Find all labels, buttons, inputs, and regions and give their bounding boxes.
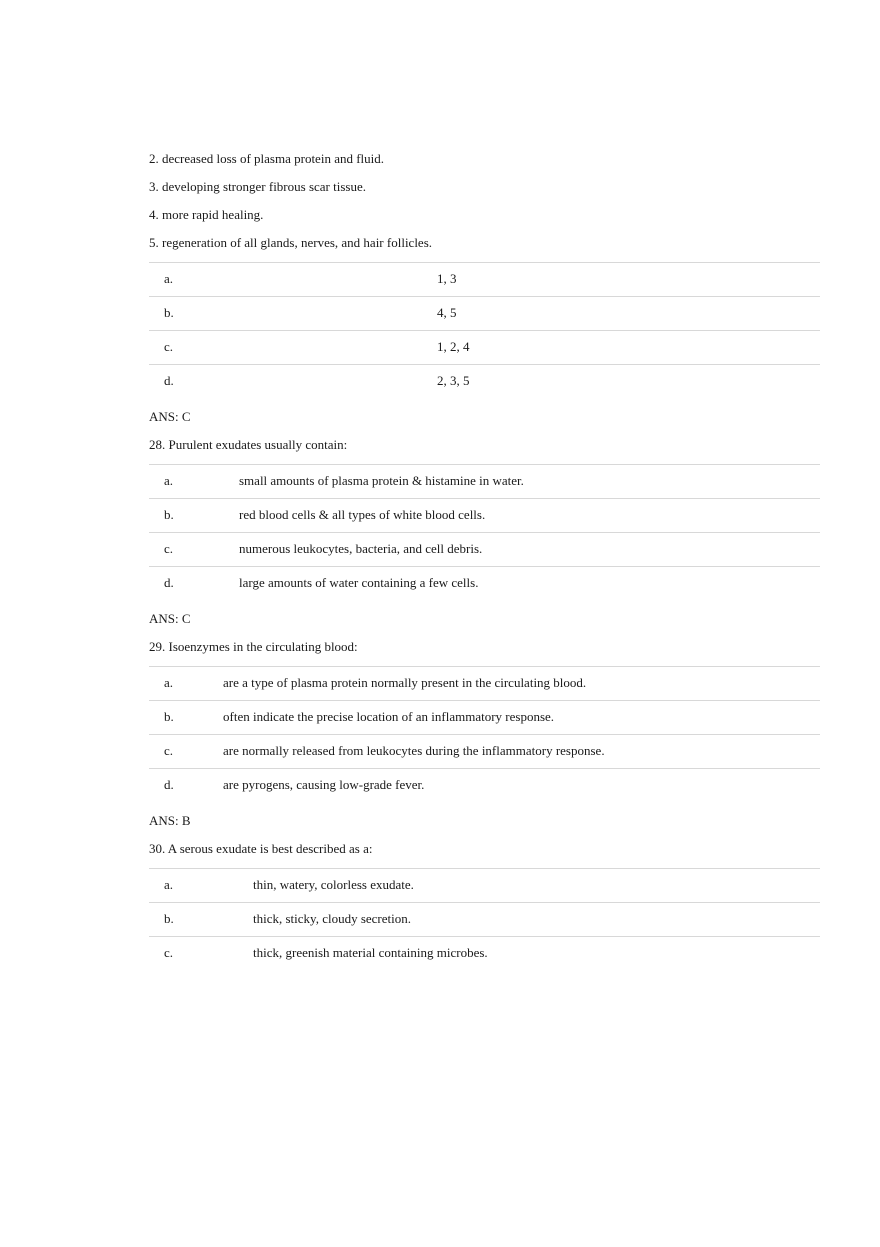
option-letter: a. [164, 877, 174, 892]
option-row-c [149, 331, 820, 365]
option-row-d [149, 365, 820, 398]
question-options-table [149, 262, 820, 398]
option-text: are a type of plasma protein normally present in the circulating blood. [223, 675, 587, 690]
statement-3: 3. developing stronger fibrous scar tissue. [149, 179, 366, 194]
option-row-b [149, 903, 820, 937]
option-row-b [149, 297, 820, 331]
question-stem-28: 28. Purulent exudates usually contain: [149, 437, 348, 452]
answer-key-28: ANS: C [149, 611, 191, 626]
option-text: thick, greenish material containing microbes. [253, 945, 488, 960]
option-row-a [149, 667, 820, 701]
option-row-c [149, 533, 820, 567]
option-letter: a. [164, 271, 174, 286]
option-letter: d. [164, 373, 174, 388]
option-letter: a. [164, 473, 174, 488]
option-text: often indicate the precise location of an inflammatory response. [223, 709, 555, 724]
question-30-options-table [149, 868, 820, 970]
option-letter: c. [164, 743, 174, 758]
option-text: red blood cells & all types of white blood cells. [239, 507, 486, 522]
option-letter: b. [164, 911, 174, 926]
statement-5: 5. regeneration of all glands, nerves, and hair follicles. [149, 235, 433, 250]
option-text: 1, 2, 4 [437, 339, 470, 354]
option-row-c [149, 937, 820, 970]
statement-4: 4. more rapid healing. [149, 207, 264, 222]
option-text: 2, 3, 5 [437, 373, 470, 388]
option-row-c [149, 735, 820, 769]
option-text: large amounts of water containing a few cells. [239, 575, 479, 590]
option-letter: b. [164, 507, 174, 522]
option-letter: c. [164, 541, 174, 556]
answer-key: ANS: C [149, 409, 191, 424]
option-text: 1, 3 [437, 271, 457, 286]
option-row-a [149, 263, 820, 297]
option-text: 4, 5 [437, 305, 457, 320]
question-stem-30: 30. A serous exudate is best described as a: [149, 841, 373, 856]
option-text: are normally released from leukocytes during the inflammatory response. [223, 743, 605, 758]
document-page [149, 150, 820, 980]
option-letter: c. [164, 945, 174, 960]
question-28-options-table [149, 464, 820, 600]
statement-2: 2. decreased loss of plasma protein and fluid. [149, 151, 385, 166]
option-row-b [149, 499, 820, 533]
option-letter: c. [164, 339, 174, 354]
option-text: numerous leukocytes, bacteria, and cell debris. [239, 541, 483, 556]
option-letter: b. [164, 709, 174, 724]
option-row-d [149, 567, 820, 600]
option-row-b [149, 701, 820, 735]
option-text: thin, watery, colorless exudate. [253, 877, 414, 892]
option-row-a [149, 869, 820, 903]
option-row-a [149, 465, 820, 499]
option-letter: b. [164, 305, 174, 320]
answer-key-29: ANS: B [149, 813, 191, 828]
option-text: small amounts of plasma protein & histamine in water. [239, 473, 524, 488]
option-letter: d. [164, 575, 174, 590]
statement-list [149, 150, 820, 262]
option-letter: d. [164, 777, 174, 792]
option-row-d [149, 769, 820, 802]
question-stem-29: 29. Isoenzymes in the circulating blood: [149, 639, 358, 654]
option-text: are pyrogens, causing low-grade fever. [223, 777, 425, 792]
option-letter: a. [164, 675, 174, 690]
question-29-options-table [149, 666, 820, 802]
option-text: thick, sticky, cloudy secretion. [253, 911, 412, 926]
